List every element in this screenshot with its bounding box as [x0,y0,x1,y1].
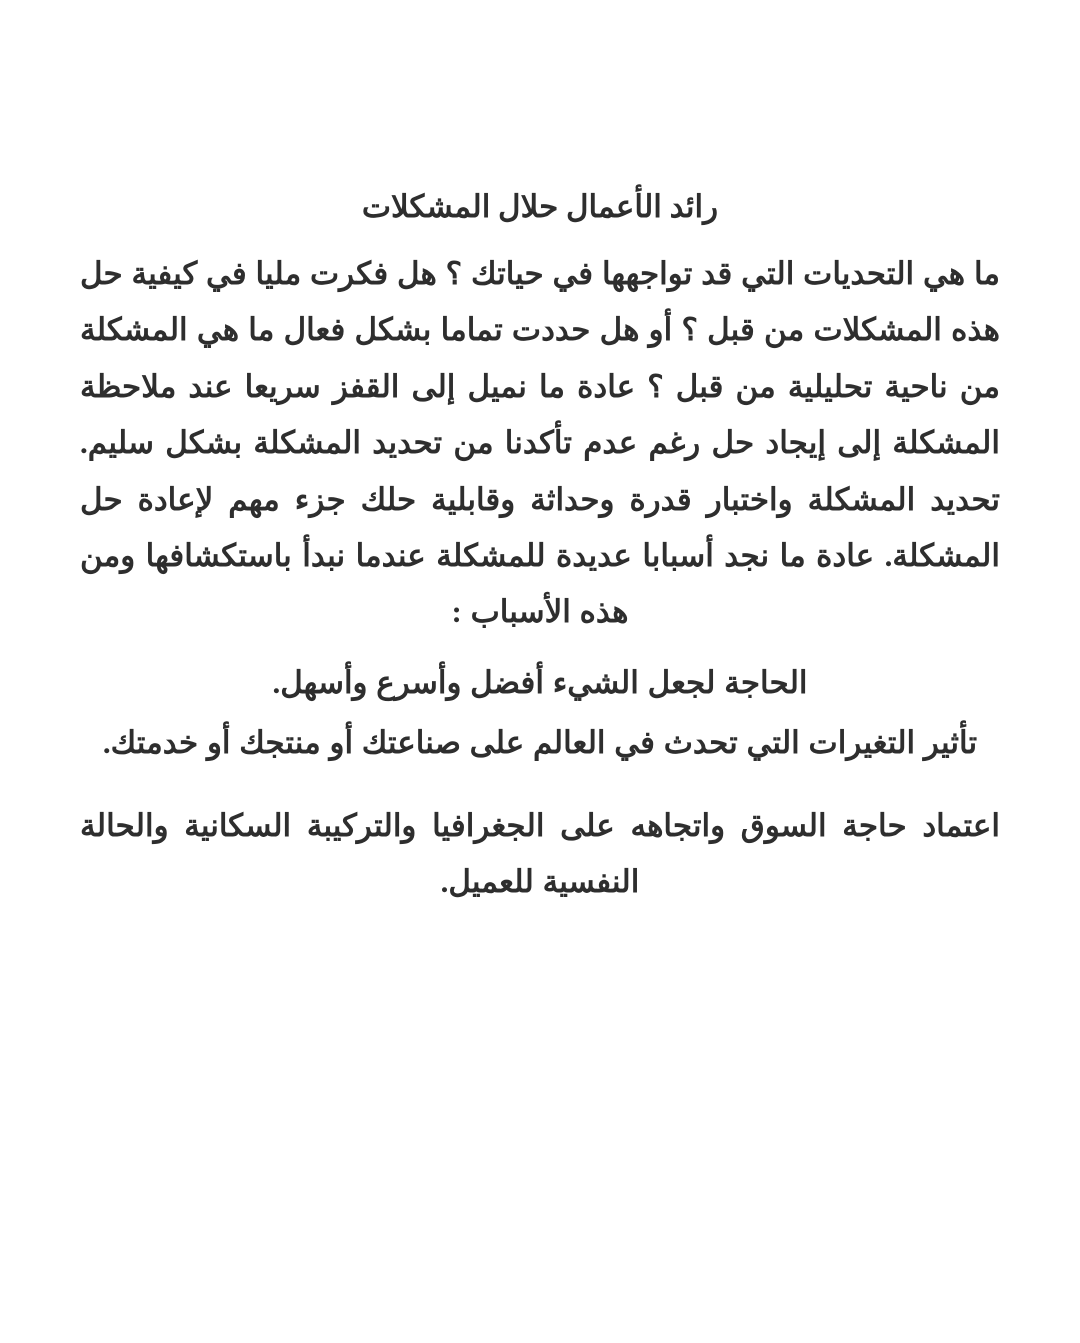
page-title: رائد الأعمال حلال المشكلات [361,189,719,224]
paragraph-intro: ما هي التحديات التي قد تواجهها في حياتك ؟ هل فكرت مليا في كيفية حل هذه المشكلات من قبل ؟ أو هل حددت تماما بشكل فعال ما هي المشكلة من ناحية تحليلية من قبل ؟ عادة ما نميل إلى القفز سريعا عند ملاحظة المشكلة إلى إيجاد حل رغم عدم تأكدنا من تحديد المشكلة بشكل سليم. تحديد المشكلة واختبار قدرة وحداثة وقابلية حلك جزء مهم لإعادة حل المشكلة. عادة ما نجد أسبابا عديدة للمشكلة عندما نبدأ باستكشافها ومن هذه الأسباب : [80,255,1000,630]
paragraph-reason-2: تأثير التغيرات التي تحدث في العالم على صناعتك أو منتجك أو خدمتك. [102,725,978,761]
paragraph-spacer-2 [80,776,1000,798]
paragraph-spacer [80,645,1000,655]
paragraph-reason-1: الحاجة لجعل الشيء أفضل وأسرع وأسهل. [272,664,808,700]
paragraph-reason-3: اعتماد حاجة السوق واتجاهه على الجغرافيا والتركيبة السكانية والحالة النفسية للعميل. [80,807,1000,899]
